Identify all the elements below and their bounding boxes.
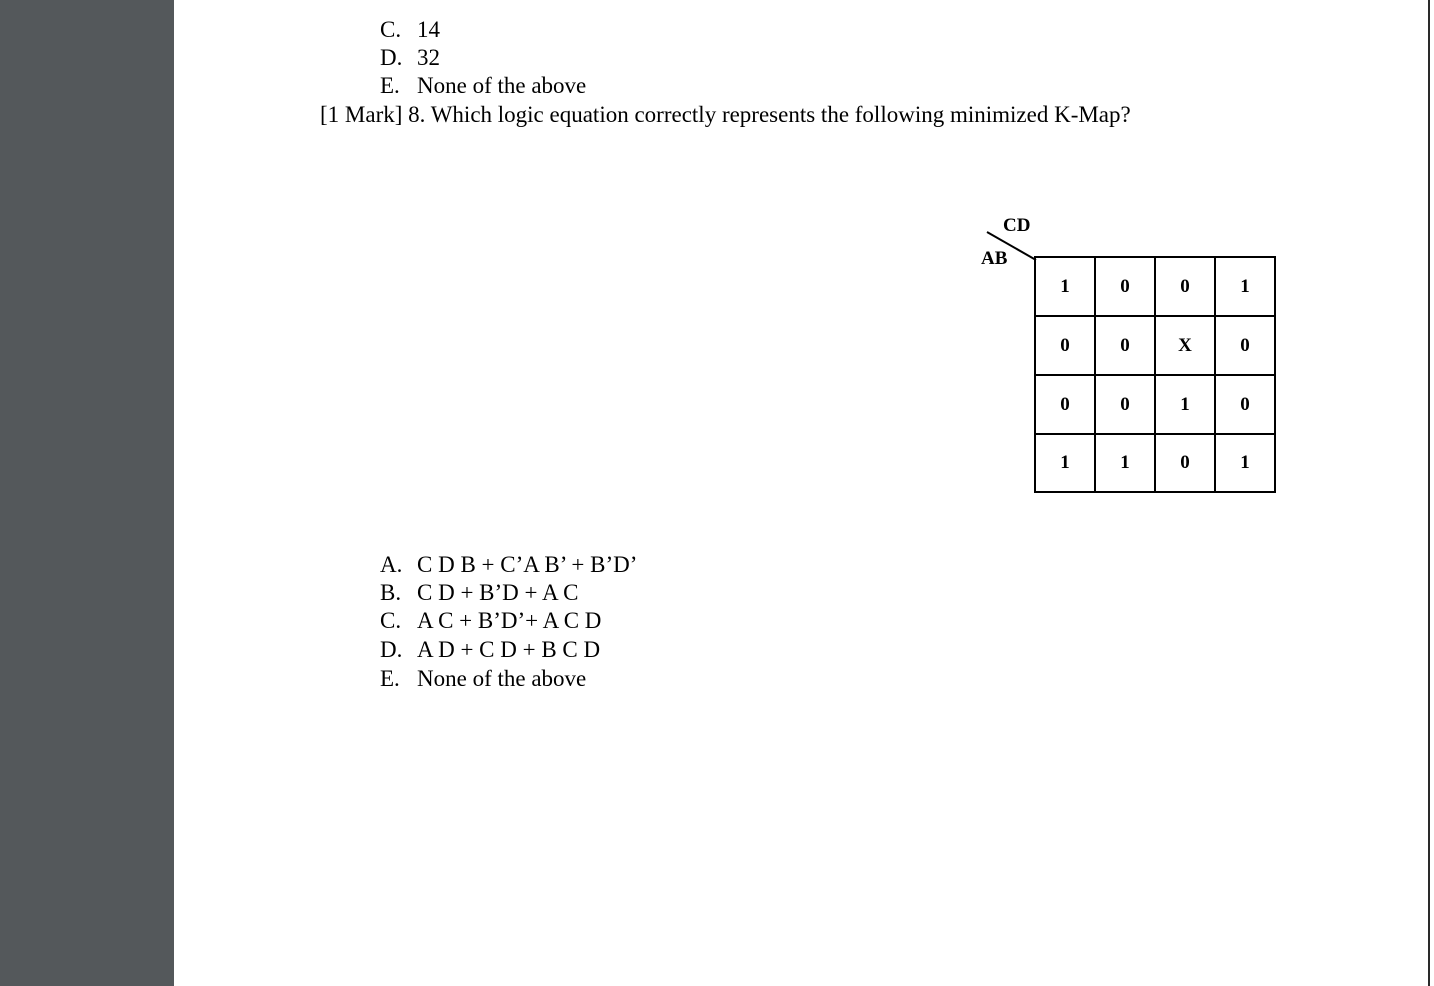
question-8-text: [1 Mark] 8. Which logic equation correctly represents the following minimized K-Map? [320, 102, 1131, 127]
kmap-column-variables: CD [1003, 215, 1031, 236]
option-letter: B. [380, 580, 402, 605]
viewer-background-left [0, 0, 174, 986]
option-text: 14 [417, 17, 440, 42]
option-e [357, 637, 586, 721]
option-text: A C + B’D’+ A C D [417, 608, 602, 633]
kmap-cell: X [1155, 316, 1215, 375]
kmap-cell: 0 [1215, 316, 1275, 375]
option-text: C D + B’D + A C [417, 580, 579, 605]
kmap-cell: 1 [1215, 257, 1275, 316]
option-text: C D B + C’A B’ + B’D’ [417, 552, 638, 577]
kmap-cell: 0 [1095, 316, 1155, 375]
kmap-cell: 0 [1215, 375, 1275, 434]
page-right-edge [1428, 0, 1434, 986]
kmap-cell: 1 [1215, 434, 1275, 492]
option-letter: E. [380, 73, 400, 98]
option-text: None of the above [417, 666, 587, 691]
kmap [974, 210, 1294, 510]
kmap-cell: 0 [1035, 316, 1095, 375]
kmap-cell: 1 [1035, 257, 1095, 316]
kmap-cell: 0 [1155, 434, 1215, 492]
kmap-cell: 1 [1035, 434, 1095, 492]
document-page [174, 0, 1428, 986]
kmap-cell: 0 [1035, 375, 1095, 434]
option-letter: D. [380, 637, 403, 662]
option-letter: C. [380, 608, 402, 633]
kmap-row [1035, 434, 1275, 492]
option-letter: C. [380, 17, 402, 42]
kmap-row-variables: AB [981, 248, 1008, 269]
kmap-row [1035, 316, 1275, 375]
kmap-cell: 0 [1095, 375, 1155, 434]
kmap-cell: 0 [1155, 257, 1215, 316]
kmap-row [1035, 257, 1275, 316]
kmap-cell: 1 [1155, 375, 1215, 434]
option-text: 32 [417, 45, 440, 70]
option-letter: A. [380, 552, 403, 577]
kmap-row [1035, 375, 1275, 434]
kmap-grid [1034, 256, 1276, 493]
option-letter: D. [380, 45, 403, 70]
option-letter: E. [380, 666, 400, 691]
option-text: A D + C D + B C D [417, 637, 601, 662]
kmap-cell: 1 [1095, 434, 1155, 492]
option-text: None of the above [417, 73, 587, 98]
kmap-cell: 0 [1095, 257, 1155, 316]
